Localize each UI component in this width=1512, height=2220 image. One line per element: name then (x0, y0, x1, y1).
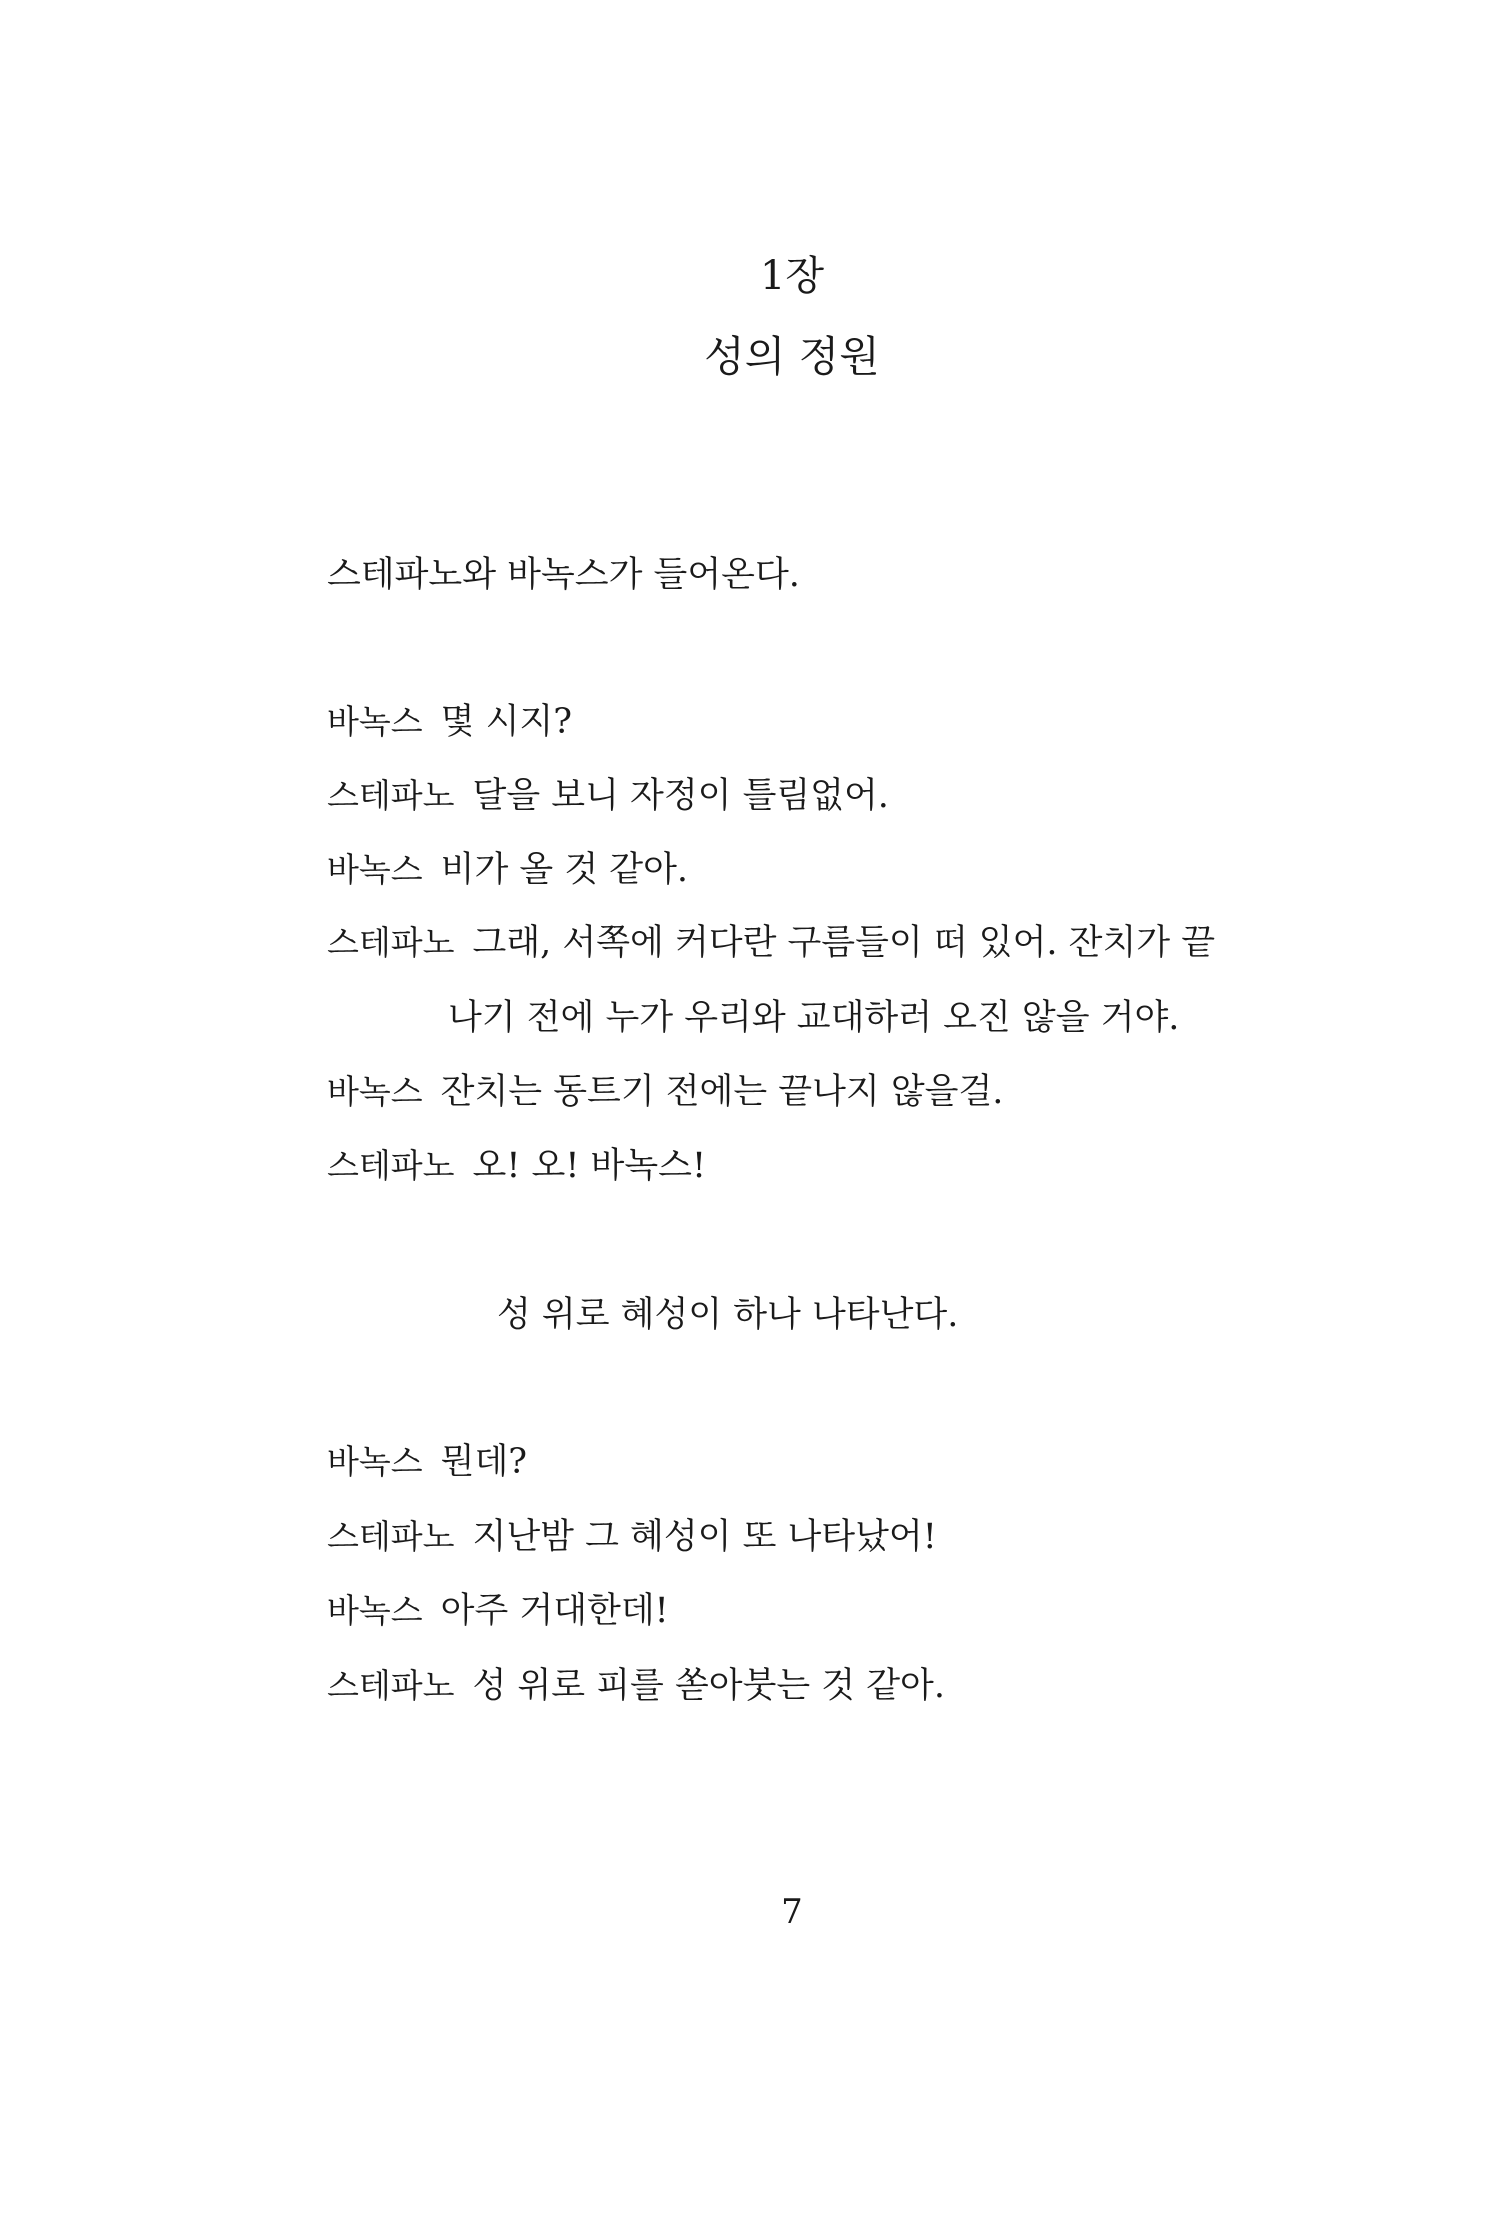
dialogue-line (327, 697, 572, 747)
speaker-name: 바녹스 (327, 1591, 423, 1630)
stage-direction-comet: 성 위로 혜성이 하나 나타난다. (497, 1295, 959, 1335)
line-text: 그래, 서쪽에 커다란 구름들이 떠 있어. 잔치가 끝 (472, 923, 1216, 963)
speaker-name: 바녹스 (327, 1072, 423, 1111)
speaker-name: 스테파노 (327, 1146, 455, 1185)
line-text: 성 위로 피를 쏟아붓는 것 같아. (472, 1666, 945, 1706)
speaker-name: 바녹스 (327, 850, 423, 889)
line-text: 지난밤 그 혜성이 또 나타났어! (472, 1517, 937, 1557)
dialogue-line (327, 1067, 1003, 1117)
dialogue-line (327, 771, 889, 821)
speaker-name: 바녹스 (327, 1442, 423, 1481)
line-text: 몇 시지? (440, 702, 572, 742)
line-text: 잔치는 동트기 전에는 끝나지 않을걸. (440, 1072, 1004, 1112)
dialogue-line (327, 1512, 937, 1562)
dialogue-line (327, 1586, 669, 1636)
line-text: 달을 보니 자정이 틀림없어. (472, 776, 889, 816)
speaker-name: 스테파노 (327, 1517, 455, 1556)
dialogue-line (327, 1661, 945, 1711)
line-text: 비가 올 것 같아. (440, 850, 689, 890)
speaker-name: 스테파노 (327, 776, 455, 815)
dialogue-line (327, 1437, 527, 1487)
page-number: 7 (781, 1892, 803, 1932)
speaker-name: 스테파노 (327, 1666, 455, 1705)
stage-direction-entrance: 스테파노와 바녹스가 들어온다. (327, 555, 800, 595)
speaker-name: 바녹스 (327, 702, 423, 741)
chapter-title: 성의 정원 (704, 332, 880, 381)
dialogue-line (327, 845, 688, 895)
chapter-number: 1장 (759, 253, 825, 299)
speaker-name: 스테파노 (327, 923, 455, 962)
line-text: 뭔데? (440, 1442, 528, 1482)
dialogue-line (327, 1141, 706, 1191)
dialogue-line (327, 918, 1215, 968)
line-text: 아주 거대한데! (440, 1591, 669, 1631)
dialogue-continuation: 나기 전에 누가 우리와 교대하러 오진 않을 거야. (448, 998, 1180, 1038)
line-text: 오! 오! 바녹스! (472, 1146, 707, 1186)
